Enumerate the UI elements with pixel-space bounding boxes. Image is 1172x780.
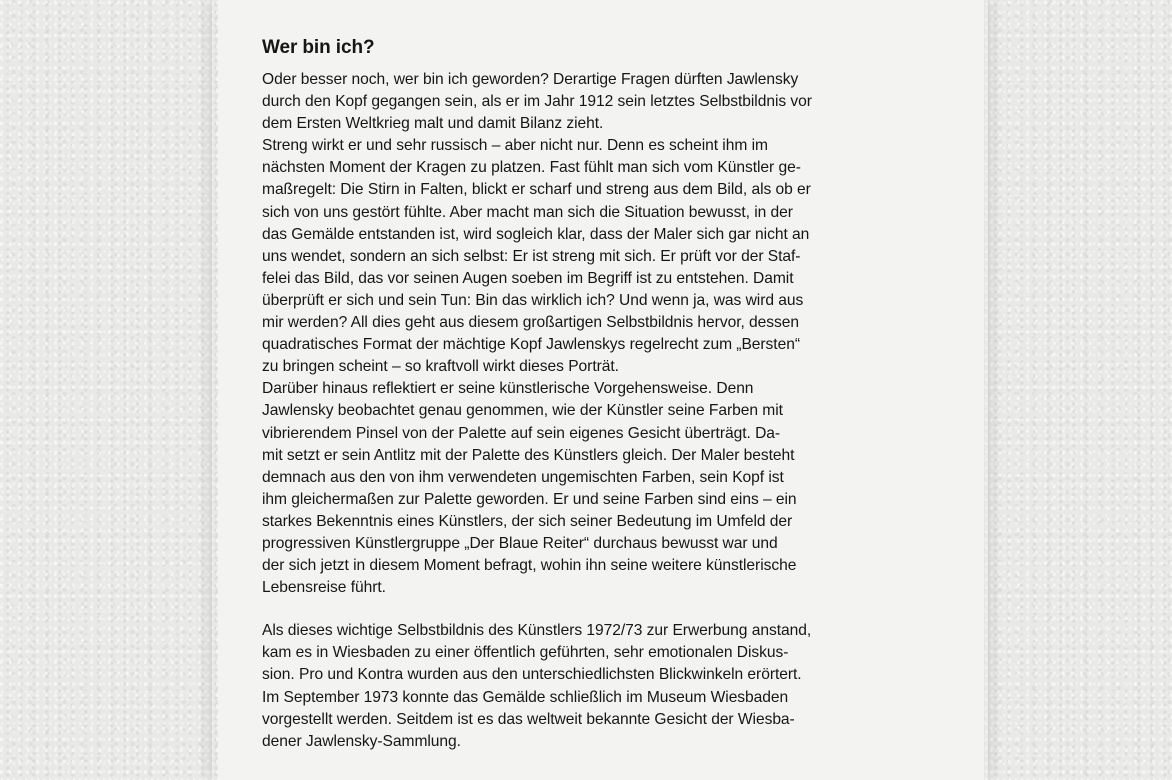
text-line: kam es in Wiesbaden zu einer öffentlich geführten, sehr emotionalen Diskus- xyxy=(262,644,789,662)
text-line: felei das Bild, das vor seinen Augen soeben im Begriff ist zu entstehen. Damit xyxy=(262,269,794,287)
text-line: Oder besser noch, wer bin ich geworden? Derartige Fragen dürften Jawlensky xyxy=(262,71,799,88)
text-line: nächsten Moment der Kragen zu platzen. Fast fühlt man sich vom Künstler ge- xyxy=(262,159,801,177)
text-line: maßregelt: Die Stirn in Falten, blickt er scharf und streng aus dem Bild, als ob er xyxy=(262,181,811,199)
text-line: Darüber hinaus reflektiert er seine künstlerische Vorgehensweise. Denn xyxy=(262,380,754,398)
text-line: sion. Pro und Kontra wurden aus den unterschiedlichsten Blickwinkeln erörtert. xyxy=(262,666,802,684)
paragraph-gap xyxy=(262,599,984,620)
text-line: quadratisches Format der mächtige Kopf Jawlenskys regelrecht zum „Bersten“ xyxy=(262,336,800,354)
text-line: Streng wirkt er und sehr russisch – aber nicht nur. Denn es scheint ihm im xyxy=(262,137,768,155)
text-line: Jawlensky beobachtet genau genommen, wie der Künstler seine Farben mit xyxy=(262,402,783,420)
text-line: zu bringen scheint – so kraftvoll wirkt dieses Porträt. xyxy=(262,358,619,376)
text-line: der sich jetzt in diesem Moment befragt, wohin ihn seine weitere künstlerische xyxy=(262,557,797,575)
text-line: überprüft er sich und sein Tun: Bin das wirklich ich? Und wenn ja, was wird aus xyxy=(262,291,804,309)
text-line: ihm gleichermaßen zur Palette geworden. Er und seine Farben sind eins – ein xyxy=(262,490,797,508)
text-line: das Gemälde entstanden ist, wird sogleich klar, dass der Maler sich gar nicht an xyxy=(262,225,810,243)
paragraph-1 xyxy=(262,69,984,599)
text-line: vorgestellt werden. Seitdem ist es das weltweit bekannte Gesicht der Wiesba- xyxy=(262,710,795,728)
exhibition-text-panel xyxy=(218,0,984,780)
text-line: vibrierendem Pinsel von der Palette auf sein eigenes Gesicht überträgt. Da- xyxy=(262,424,781,442)
text-line: starkes Bekenntnis eines Künstlers, der sich seiner Bedeutung im Umfeld der xyxy=(262,512,793,530)
text-line: progressiven Künstlergruppe „Der Blaue Reiter“ durchaus bewusst war und xyxy=(262,534,778,552)
panel-title: Wer bin ich? xyxy=(262,37,375,58)
text-line: mit setzt er sein Antlitz mit der Palette des Künstlers gleich. Der Maler besteht xyxy=(262,446,795,464)
text-line: sich von uns gestört fühlte. Aber macht man sich die Situation bewusst, in der xyxy=(262,203,793,221)
paragraph-2 xyxy=(262,620,984,753)
text-line: Lebensreise führt. xyxy=(262,579,386,597)
text-line: Als dieses wichtige Selbstbildnis des Künstlers 1972/73 zur Erwerbung anstand, xyxy=(262,622,812,640)
text-line: Im September 1973 konnte das Gemälde schließlich im Museum Wiesbaden xyxy=(262,688,789,706)
text-line: uns wendet, sondern an sich selbst: Er ist streng mit sich. Er prüft vor der Staf- xyxy=(262,247,801,265)
text-line: demnach aus den von ihm verwendeten ungemischten Farben, sein Kopf ist xyxy=(262,468,784,486)
text-line: mir werden? All dies geht aus diesem großartigen Selbstbildnis hervor, dessen xyxy=(262,314,800,332)
text-line: dener Jawlensky-Sammlung. xyxy=(262,732,461,750)
text-line: durch den Kopf gegangen sein, als er im Jahr 1912 sein letztes Selbstbildnis vor xyxy=(262,93,812,111)
text-line: dem Ersten Weltkrieg malt und damit Bilanz zieht. xyxy=(262,115,604,133)
